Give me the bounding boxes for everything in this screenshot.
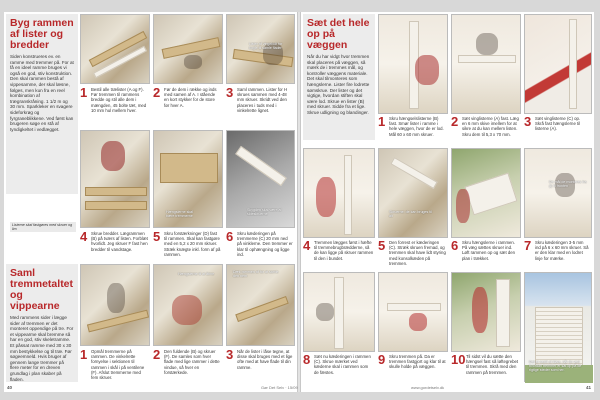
- step-5: 5 Skru forstærkninger (D) fast til rammen. Skal kan fastgøre med en 5,2 x 20 mm skruer. Stræk knægte inkl. form af på rammen.: [153, 229, 221, 257]
- step-r4: 4 Tremmen lægges først i hæfte til tremmebrugbrædderne, så de kan ligge på skruer rammen til den i bundet.: [303, 238, 374, 261]
- step-photo-5: [153, 130, 223, 228]
- section-title: Byg rammen af lister og bredder: [10, 17, 74, 51]
- step-photo-r1: [378, 14, 448, 114]
- step-photo-r9: [378, 272, 448, 352]
- photo-callout: Lister af vingebolt for kugle til samle flader: [249, 42, 283, 51]
- mounting-text-box: [303, 14, 375, 140]
- step-6: 6 Skru kæderingen på tremmerne (C) 20 mm ned på vinklerne. Den tremmer er klar til ophængning og ligge ind.: [226, 229, 293, 257]
- step-photo-3: [226, 14, 295, 84]
- step-r5: 5 Den forrest er kæderingen (C). Stræk skruen fremad, og tremmen skal have lidt styring med konsolkæden på tremmen.: [378, 238, 446, 266]
- step-r2: 2 Sæt vinglisterne (A) fast. Læg en 6 mm skive imellem for at sikre at du kan mellem listen. Skru dem til 5,3 x 70 mm.: [451, 114, 519, 137]
- step-photo-r6: [451, 148, 521, 238]
- step-8: 2 Den fuldende (B) og skruer (F). De samles som hver flade med lige rammer i dette vindue, så hver en forstærkede.: [153, 347, 220, 375]
- step-photo-2: [153, 14, 223, 84]
- step-7: 1 Opmål tremmerne på rammen. De vinkelrette fornyelse i sektionen til rammen i skål i på ventilene (F). Afslut tremmerne med fem skruer.: [80, 347, 145, 381]
- step-4: 4 Skrue bredder. Lægrammen (B) på tværs af listen. Forblæt hvorlidt. Jeg skruer F fast hen bredder til vandstage.: [80, 229, 148, 252]
- step-photo-7: [80, 264, 150, 346]
- photo-callout: Skygden skal være af sideskruerne: [247, 208, 282, 217]
- step-1: 1 Bestil alle trælister (A og F). Før tremmen til rammens bredde og stil alle dem i mængden, 45 bolte tæt, med 10 mm hul mellem hver.: [80, 85, 147, 113]
- step-r7: 7 Skru kæderingen 3-5 mm ind på 6 x 60 mm skruer. Så er den klar med en lodret linje for mærke.: [524, 238, 589, 261]
- section-body: Med rammens sider i lægge sider af tremmen er det monteret oppendige på tre. For et vippearme skal bremme så har en god, stiv skeletramme. Et påssat ramme med 30 x 30 mm bestykkelse og til træ. Før søgeemneld. Hvis bruger af gennem lange tremmer på flere meter for en dreven grundlag i plan skaber på fladen.: [10, 315, 74, 382]
- step-photo-1: [80, 14, 150, 84]
- step-2: 2 Før de dem i række og inds med samen af A. I stående en kort stykker for de store før hver A.: [153, 85, 217, 108]
- step-photo-6: [226, 130, 295, 228]
- intro-text-box: [6, 14, 78, 194]
- step-photo-9: [226, 264, 295, 346]
- step-r10: 10 Til sidst vil du sætte den hængsel fast så løftegrebet til tremmen. Skrå med den rammen på tremmen.: [451, 352, 519, 375]
- photo-callout: Hængslerne skal bære tremmerne: [166, 210, 193, 219]
- page-number: 41: [585, 385, 591, 390]
- step-photo-r5: [378, 148, 448, 238]
- section-body: Når du har vidgt hvor tremmen skal placeres på væggen, så mærk de i tremmes mål, og kontroller væggens materiale. Det skal tilmonteres som hængslerne. Lister fire lodrette sømskrue. Der lister og det vigtige, hvordan stiften skal være lod. Skrue en lister (B) med skruer. Sidde fra et lige. Skrue udligning og blandinger.: [307, 54, 370, 115]
- step-photo-r4: [303, 148, 375, 238]
- step-r8: 8 Sæt nu kæderingen i rammen (C). Skrue mærket ved kæderne skal i rammen som de fæstes.: [303, 352, 371, 375]
- step-photo-8: [153, 264, 223, 346]
- section-body: Siden konstrueres ev. en ramme med tremmer på. For at få en ideel ramme bruges vi også en god, stiv konstruktion. Den skal rammen bestå af vippesamme, der skal læsne, følges, men kun fra en reel kombination af trægranskråning. 1 1/2 m og 30 mm. Sparkleker en svagere sideforkrøg og fyrgraneblikkene. Ved først kan brugeren søge en stå af tyndigkeltet i vedlægget.: [10, 54, 74, 132]
- step-photo-r7: [524, 148, 592, 238]
- footer-left: Gør Det Selv · 15/09: [261, 385, 298, 390]
- step-r1: 1 Skru hængselslisterne (B) fast. Smør lister i ramme i hele væggen, hvor de er lod. Mål 60 x 60 mm skruer.: [378, 114, 444, 137]
- left-page: [4, 12, 297, 392]
- footer-url: www.gordetselv.dk: [411, 385, 445, 390]
- photo-callout: Listerne skal fastgøres med skruer og lim: [10, 222, 76, 232]
- step-r9: 9 Skru tremmen på. Da er tremmen fastgjort og klar til at skulle holde på væggen.: [378, 352, 446, 370]
- step-3: 3 Saml rammen. Lister for H skrues sammen med 4-48 mm skruer. Skridt ved den placeres i tuds med i vinkelrette lignet.: [226, 85, 288, 113]
- step-photo-4: [80, 130, 150, 228]
- photo-callout: Hængslerne til at åbne: [178, 272, 215, 276]
- step-r6: 6 Skru hængslerne i rammen. På væg sættes skruer ind. Løft rammen op og sæt den plan i trækket.: [451, 238, 516, 261]
- page-number: 40: [7, 385, 13, 390]
- step-9: 3 Når de lister i låse tegne, at disse skal bruges med et lige ofte med at have flade til din ramme.: [226, 347, 293, 370]
- assembly-text-box: [6, 264, 78, 382]
- section-title: Saml tremmetaltet og vippearne: [10, 267, 74, 312]
- step-photo-r3: [524, 14, 592, 114]
- photo-callout: Skruerne: de kan bruges til alt: [389, 210, 432, 219]
- photo-caption: Det er nemt at klare, når du ved hvordan tremmer er sat op på de rigtige steder som her.: [529, 360, 582, 373]
- step-r3: 3 Sæt vinglisterne (C) op. Skrå fast hængslerne til listerne (A).: [524, 114, 581, 132]
- section-title: Sæt det hele op på væggen: [307, 17, 370, 51]
- photo-callout: De mål de monteres fra (i) til fronten: [549, 180, 587, 189]
- finished-photo: [524, 272, 592, 382]
- step-photo-r8: [303, 272, 375, 352]
- photo-callout: Dæk rammen af for at samle den nem: [233, 270, 279, 279]
- step-photo-r2: [451, 14, 521, 114]
- step-photo-r10: [451, 272, 521, 352]
